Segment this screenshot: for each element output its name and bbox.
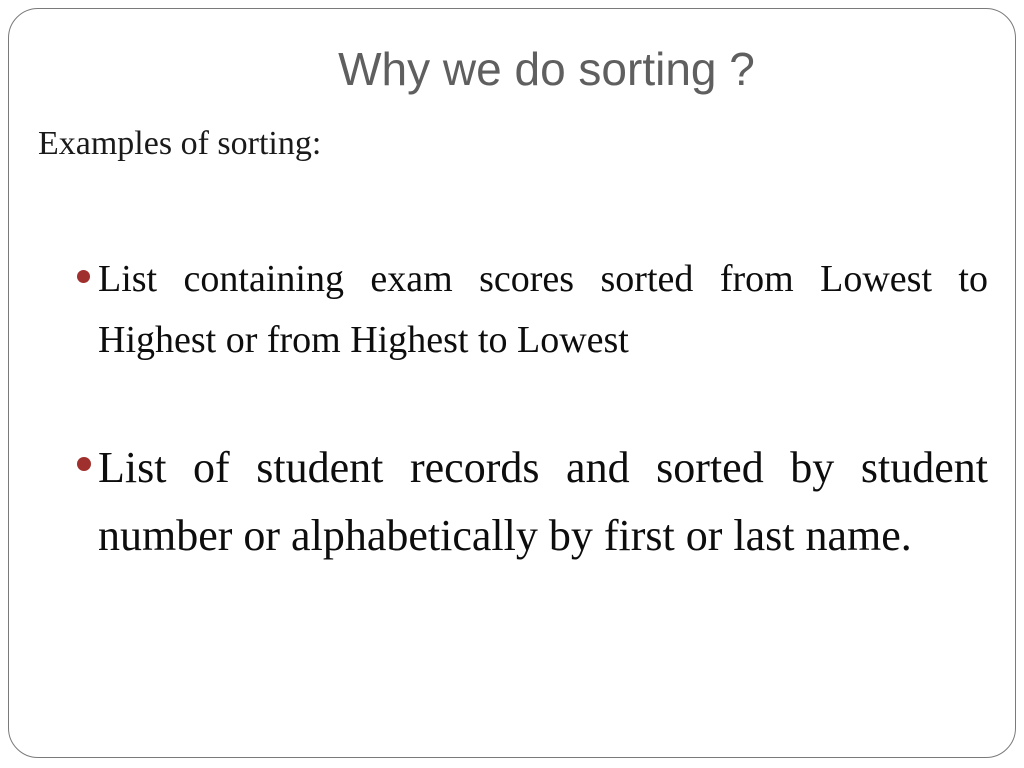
slide-subtitle: Examples of sorting: xyxy=(38,125,322,162)
bullet-item xyxy=(98,249,988,371)
slide-frame xyxy=(8,8,1016,758)
bullet-text: List of student records and sorted by student number or alphabetically by first or last name. xyxy=(98,443,988,560)
bullet-dot-icon xyxy=(77,457,91,471)
bullet-dot-icon xyxy=(77,270,90,283)
slide-title: Why we do sorting ? xyxy=(338,43,755,95)
bullet-text: List containing exam scores sorted from Lowest to Highest or from Highest to Lowest xyxy=(98,258,988,361)
bullet-item xyxy=(98,434,988,570)
